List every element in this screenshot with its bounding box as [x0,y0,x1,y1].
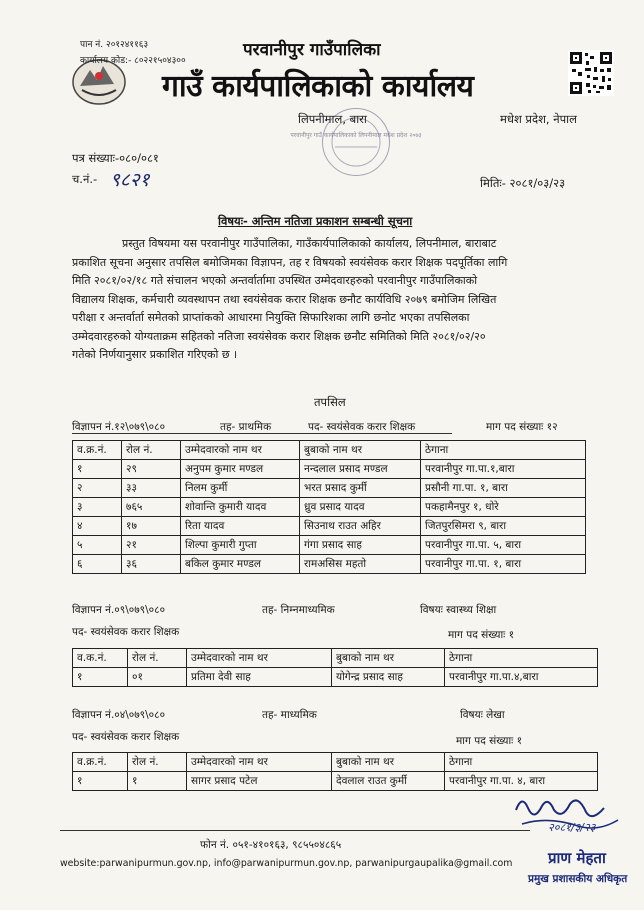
cell-father: ध्रुव प्रसाद यादव [300,498,421,517]
cell-sn: १ [73,668,128,687]
col-address: ठेगाना [421,441,586,460]
cell-address: प्रसौनी गा.पा. १, बारा [421,479,586,498]
office-title: गाउँ कार्यपालिकाको कार्यालय [162,69,474,104]
cell-father: योगेन्द्र प्रसाद साह [332,668,445,687]
cell-father: भरत प्रसाद कुर्मी [300,479,421,498]
footer-phone: फोन नं. ०५१-४१०१६३, ९८५५०४८६५ [200,839,342,851]
body-paragraph [72,235,594,365]
cell-sn: १ [73,460,122,479]
cell-father: रामअसिस महतो [300,555,421,574]
cell-roll: १ [128,772,187,791]
cell-father: नन्दलाल प्रसाद मण्डल [300,460,421,479]
cell-sn: २ [73,479,122,498]
signature-date: २०८१/३/२३ [548,821,596,834]
cell-candidate: सागर प्रसाद पटेल [187,772,332,791]
table-row [73,498,586,517]
table-row [73,460,586,479]
body-line: गतेको निर्णयानुसार प्रकाशित गरिएको छ । [72,348,238,361]
letter-number: पत्र संख्याः-०८०/०८१ [72,151,159,165]
table-row [73,772,598,791]
col-sn: व.क्र.नं. [73,753,128,772]
svg-text:परवानीपुर गाउँ कार्यपालिकाको ल: परवानीपुर गाउँ कार्यपालिकाको लिपनीमाल मधेश प्रदेश २०७३ [290,132,422,139]
cell-address: परवानीपुर गा.पा. १, बारा [421,555,586,574]
cell-candidate: अनुपम कुमार मण्डल [181,460,300,479]
table-row [73,555,586,574]
cell-address: परवानीपुर गा.पा. ५, बारा [421,536,586,555]
col-sn: व.क्र.नं. [73,441,122,460]
section3-subject: विषयः लेखा [460,709,505,721]
cell-address: परवानीपुर गा.पा.४,बारा [445,668,598,687]
cell-roll: २९ [122,460,181,479]
dispatch-number-handwritten: ९८२१ [110,169,150,191]
section3-table [72,752,598,791]
cell-candidate: शिल्पा कुमारी गुप्ता [181,536,300,555]
cell-roll: १७ [122,517,181,536]
col-candidate: उम्मेदवारको नाम थर [181,441,300,460]
cell-father: गंगा प्रसाद साह [300,536,421,555]
cell-candidate: रिता यादव [181,517,300,536]
cell-address: परवानीपुर गा.पा. ४, बारा [445,772,598,791]
officer-title: प्रमुख प्रशासकीय अधिकृत [528,873,628,885]
section1-table [72,440,586,574]
col-roll: रोल नं. [128,649,187,668]
pan-number: पान नं. २०१२४११६३ [80,40,149,50]
col-roll: रोल नं. [128,753,187,772]
cell-address: परवानीपुर गा.पा.१,बारा [421,460,586,479]
table-row [73,517,586,536]
officer-name: प्राण मेहता [548,849,606,867]
section1-vigyapan: विज्ञापन नं.१२\०७९\०८० [72,421,166,433]
section2-subject: विषयः स्वास्थ्य शिक्षा [420,604,497,616]
schedule-heading: तपसिल [314,395,346,409]
section2-post: पद- स्वयंसेवक करार शिक्षक [72,626,180,638]
section3-level: तह- माध्यमिक [262,709,317,721]
body-line: परीक्षा र अन्तर्वार्ता समेतको प्राप्तांकको आधारमा नियुक्ति सिफारिशका लागि छनोट भएका तपसिलका [72,311,470,324]
section3-post: पद- स्वयंसेवक करार शिक्षक [72,731,180,743]
cell-sn: ३ [73,498,122,517]
cell-father: देवलाल राउत कुर्मी [332,772,445,791]
col-father: बुबाको नाम थर [300,441,421,460]
table-header-row [73,441,586,460]
body-line: प्रस्तुत विषयमा यस परवानीपुर गाउँपालिका, गाउँकार्यपालिकाको कार्यालय, लिपनीमाल, बाराबाट [122,237,497,250]
cell-roll: ७६५ [122,498,181,517]
letter-date: मितिः- २०८१/०३/२३ [480,176,566,190]
body-line: मिति २०८१/०२/१८ गते संचालन भएको अन्तर्वार्तामा उपस्थित उम्मेदवारहरुको परवानीपुर गाउँपालिकाको [72,274,478,287]
col-sn: व.क.नं. [73,649,128,668]
section3-demand: माग पद संख्याः १ [456,735,523,747]
col-candidate: उम्मेदवारको नाम थर [187,753,332,772]
office-code: कार्यालय कोड:- ८०२२१५०४३०० [80,56,186,66]
cell-roll: ३६ [122,555,181,574]
cell-roll: २१ [122,536,181,555]
col-roll: रोल नं. [122,441,181,460]
col-father: बुबाको नाम थर [332,753,445,772]
table-row [73,479,586,498]
table-row [73,668,598,687]
office-location: लिपनीमाल, बारा [298,112,367,126]
section3-vigyapan: विज्ञापन नं.०४\०७९\०८० [72,709,166,721]
cell-candidate: प्रतिमा देवी साह [187,668,332,687]
col-candidate: उम्मेदवारको नाम थर [187,649,332,668]
col-father: बुबाको नाम थर [332,649,445,668]
table-row [73,536,586,555]
footer-contact: website:parwanipurmun.gov.np, info@parwanipurmun.gov.np, parwanipurgaupalika@gmail.com [60,858,513,869]
table-header-row [73,649,598,668]
cell-sn: १ [73,772,128,791]
body-line: विद्यालय शिक्षक, कर्मचारी व्यवस्थापन तथा स्वयंसेवक करार शिक्षक छनौट कार्यविधि २०७९ बमोजिम लिखित [72,292,497,306]
office-stamp [290,108,422,176]
footer-divider [60,830,530,831]
subject-line: विषयः- अन्तिम नतिजा प्रकाशन सम्बन्धी सूचना [218,214,413,228]
cell-sn: ४ [73,517,122,536]
section2-vigyapan: विज्ञापन नं.०९\०७९\०८० [72,604,166,616]
section1-post: पद- स्वयंसेवक करार शिक्षक [308,421,416,433]
table-header-row [73,753,598,772]
cell-address: जितपुरसिमरा ९, बारा [421,517,586,536]
section2-demand: माग पद संख्याः १ [448,629,515,641]
cell-father: सिउनाथ राउत अहिर [300,517,421,536]
col-address: ठेगाना [445,753,598,772]
province-label: मधेश प्रदेश, नेपाल [500,112,577,126]
col-address: ठेगाना [445,649,598,668]
body-line: उम्मेदवारहरुको योग्यताक्रम सहितको नतिजा स्वयंसेवक करार शिक्षक छनौट समितिको मिति २०८१/०२/२० [72,329,486,343]
cell-sn: ६ [73,555,122,574]
cell-sn: ५ [73,536,122,555]
cell-candidate: बकिल कुमार मण्डल [181,555,300,574]
body-line: प्रकाशित सूचना अनुसार तपसिल बमोजिमका विज्ञापन, तह र विषयको स्वयंसेवक करार शिक्षक पदपूर्तिका लागि [72,255,508,269]
section1-level: तह- प्राथमिक [220,421,272,433]
cell-roll: ०१ [128,668,187,687]
cell-address: पकहामैनपुर १, धोरे [421,498,586,517]
section2-level: तह- निम्नमाध्यमिक [262,604,335,616]
cell-roll: ३३ [122,479,181,498]
section2-table [72,648,598,687]
signature [508,790,628,846]
cell-candidate: शोवान्ति कुमारी यादव [181,498,300,517]
dispatch-number-label: च.नं.- [72,172,98,186]
section1-underline [72,433,452,434]
section1-demand: माग पद संख्याः १२ [486,421,558,433]
municipality-name: परवानीपुर गाउँपालिका [243,40,381,60]
qr-code [568,50,614,96]
cell-candidate: निलम कुर्मी [181,479,300,498]
